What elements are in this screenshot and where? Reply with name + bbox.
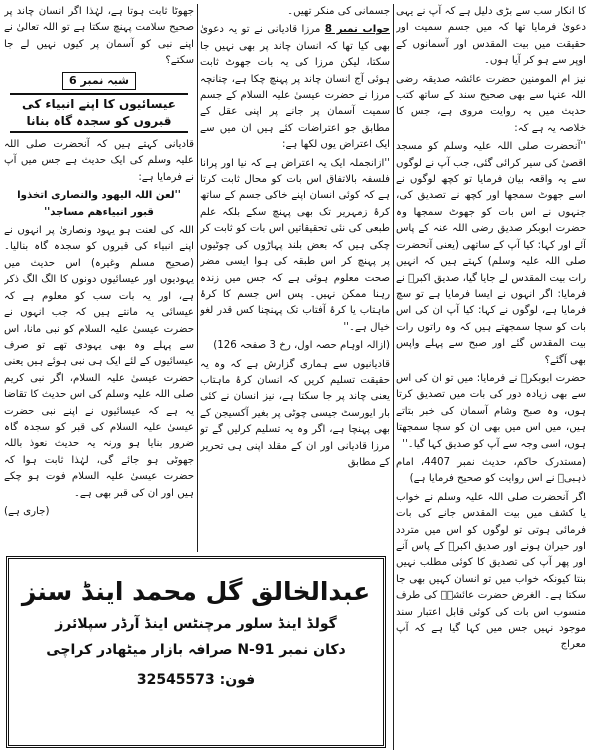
answer-heading: جواب نمبر 8 <box>324 24 390 36</box>
objection-title: عیسائیوں کا اپنے انبیاء کی قبروں کو سجدہ گاہ بنانا <box>10 93 188 133</box>
ad-phone-line <box>9 669 383 691</box>
ad-address: دکان نمبر N-91 صرافہ بازار میٹھادر کراچی <box>46 642 346 658</box>
advertisement-box <box>6 556 386 748</box>
citation: (ازالہ اوہام حصہ اول، رخ 3 صفحہ 126) <box>213 340 390 352</box>
ad-tagline: گولڈ اینڈ سلور مرچنٹس اینڈ آرڈر سپلائرز <box>55 616 337 632</box>
objection-heading: شبہ نمبر 6 <box>62 72 136 90</box>
ad-phone-number: 32545573 <box>136 672 215 688</box>
right-paragraph-4: حضرت ابوبکرؓ نے فرمایا: میں تو ان کی اس سے بھی زیادہ دور کی بات میں تصدیق کرتا ہوں، وہ صبح وشام آسمان کی خبر بتاتے ہیں، میں اس میں بھی ان کو سچا سمجھتا ہوں، اسی وجہ سے آپ کو صدیق کہا گیا۔'' <box>396 372 586 450</box>
answer-paragraph <box>200 22 390 153</box>
block-quote: ''ازانجملہ ایک یہ اعتراض ہے کہ نیا اور پرانا فلسفہ بالاتفاق اس بات کو محال ثابت کرتا ہے کہ کوئی انسان اپنے خاکی جسم کے ساتھ کرۂ زمہریر تک بھی پہنچ سکے بلکہ علم طبعی کی نئی تحقیقاتیں اس بات کو ثابت کر چکی ہیں کہ بعض بلند پہاڑوں کی چوٹیوں پر پہنچ کر اس طبقہ کی ہوا ایسی مضر صحت معلوم ہوئی ہے کہ جس میں زندہ رہنا ممکن نہیں۔ پس اس جسم کا کرۂ ماہتاب یا کرۂ آفتاب تک پہنچنا کس قدر لغو خیال ہے۔'' <box>200 157 390 333</box>
right-paragraph-6: اگر آنحضرت صلی اللہ علیہ وسلم نے خواب یا کشف میں بیت المقدس جانے کی بات فرمائی ہوتی تو لوگوں کو اس میں متردد اور حیران ہونے اور صدیق اکبرؓ کے پاس آنے اور پھر آپ کی تصدیق کا کوئی مطلب نہیں بنتا کیونکہ خواب میں تو انسان کہیں بھی جا سکتا ہے۔ الغرض حضرت عائشہؓ کی طرف منسوب اس بات کی کوئی قابل اعتبار سند موجود نہیں جس میں کہا گیا ہے کہ آپ معراج <box>396 491 586 651</box>
right-paragraph-2: نیز ام المومنین حضرت عائشہ صدیقہ رضی اللہ عنہا سے بھی صحیح سند کے ساتھ کتب حدیث میں یہ روایت مروی ہے، جس کا خلاصہ یہ ہے کہ: <box>396 73 586 134</box>
column-divider <box>197 4 198 552</box>
right-paragraph-3: ''آنحضرت صلی اللہ علیہ وسلم کو مسجد اقصیٰ کی سیر کرائی گئی، جب آپ نے لوگوں سے یہ واقعہ بیان فرمایا تو کچھ لوگوں نے اسے جھوٹ سمجھا اور کچھ نے تصدیق کی، جنہوں نے اس بات کو جھوٹ سمجھا وہ حضرت ابوبکر صدیق رضی اللہ عنہ کے پاس آئے اور کہا: کیا آپ کے ساتھی (یعنی آنحضرت صلی اللہ علیہ وسلم) کہتے ہیں کہ انہیں رات بیت المقدس لے جایا گیا، صدیق اکبرؓ نے فرمایا: اگر انہوں نے ایسا فرمایا ہے تو سچ فرمایا ہے، لوگوں نے کہا: کیا آپ ان کی اس بات کو سچا سمجھتے ہیں کہ وہ راتوں رات بیت المقدس گئے اور صبح سے پہلے واپس بھی آگئے؟ <box>396 141 586 366</box>
arabic-quote: ''لعن اللہ الیھود والنصاری اتخذوا قبور انبیاءھم مساجد'' <box>17 190 181 218</box>
right-column <box>396 4 586 750</box>
answer-text: مرزا قادیانی نے تو یہ دعویٰ بھی کیا تھا کہ انسان چاند پر بھی نہیں جا سکتا، لیکن مرزا کی یہ بات جھوٹ ثابت ہوئی آج انسان چاند پر پہنچ چکا ہے، چنانچہ مرزا نے حضرت عیسیٰ علیہ السلام کے جسم سمیت آسمان پر جانے پر اپنی عقل کے مطابق جو اعتراضات کئے ہیں ان میں سے ایک اعتراض یوں لکھا ہے: <box>200 24 390 151</box>
continued-label: (جاری ہے) <box>4 505 50 517</box>
left-top-text: جھوٹا ثابت ہوتا ہے، لہٰذا اگر انسان چاند پر صحیح سلامت پہنچ سکتا ہے تو اللہ تعالیٰ نے اپنے نبی کو آسمان پر کیوں نہیں لے جا سکتے؟ <box>4 6 194 67</box>
right-paragraph-5: (مستدرک حاکم، حدیث نمبر 4407، امام ذہبیؒ نے اس روایت کو صحیح فرمایا ہے) <box>396 456 586 485</box>
column-divider <box>393 4 394 750</box>
middle-tail-text: قادیانیوں سے ہماری گزارش ہے کہ وہ یہ حقیقت تسلیم کریں کہ انسان کرۂ ماہتاب یعنی چاند پر جا سکتا ہے، نیز انسان نے کئی بار ایورسٹ جیسی چوٹی پر بغیر آکسیجن کے بھی پہنچا ہے، اگر وہ یہ تسلیم کرلیں گے تو مرزا قادیانی اور ان کے مقلد اپنی ہی تحریر کے مطابق <box>200 358 390 468</box>
middle-top-text: جسمانی کی منکر تھیں۔ <box>287 6 390 17</box>
right-paragraph-1: کا انکار سب سے بڑی دلیل ہے کہ آپ نے یہی دعویٰ فرمایا تھا کہ میں جسم سمیت اور حقیقت میں بیت المقدس اور آسمانوں کے اوپر سے ہو کر آیا ہوں۔ <box>396 6 586 67</box>
left-paragraph-1: قادیانی کہتے ہیں کہ آنحضرت صلی اللہ علیہ وسلم کی ایک حدیث ہے جس میں آپ نے فرمایا ہے: <box>4 139 194 183</box>
objection-heading-wrap <box>4 72 194 90</box>
ad-company-name: عبدالخالق گل محمد اینڈ سنز <box>21 577 371 606</box>
left-paragraph-2: اللہ کی لعنت ہو یہود ونصاریٰ پر انہوں نے اپنے انبیاء کی قبروں کو سجدہ گاہ بنالیا۔ (صحیح مسلم وغیرہ) اس حدیث میں یہودیوں اور عیسائیوں دونوں کا الگ الگ ذکر ہے، اور یہ بات سب کو معلوم ہے کہ عیسائی یہ مانتے ہیں کہ جب انہوں نے حضرت عیسیٰ علیہ السلام کو نبی مانا، اس سے پہلے وہ بھی یہودی تھے تو صرف عیسائیوں کے لئے ایک ہی نبی ہوئے ہیں یعنی حضرت عیسیٰ علیہ السلام، اگر نبی کریم صلی اللہ علیہ وسلم کی اس حدیث کا تقاضا یہ ہے کہ عیسائیوں نے اپنے نبی حضرت عیسیٰ علیہ السلام کی قبر کو سجدہ گاہ ضرور بنایا ہو ورنہ یہ حدیث نعوذ باللہ جھوٹی ہو جائے گی، لہٰذا ثابت ہوا کہ حضرت عیسیٰ علیہ السلام فوت ہو چکے ہیں اور ان کی قبر بھی ہے۔ <box>4 225 194 499</box>
middle-column <box>200 4 390 552</box>
left-column <box>4 4 194 552</box>
ad-phone-label: فون: <box>219 672 256 688</box>
